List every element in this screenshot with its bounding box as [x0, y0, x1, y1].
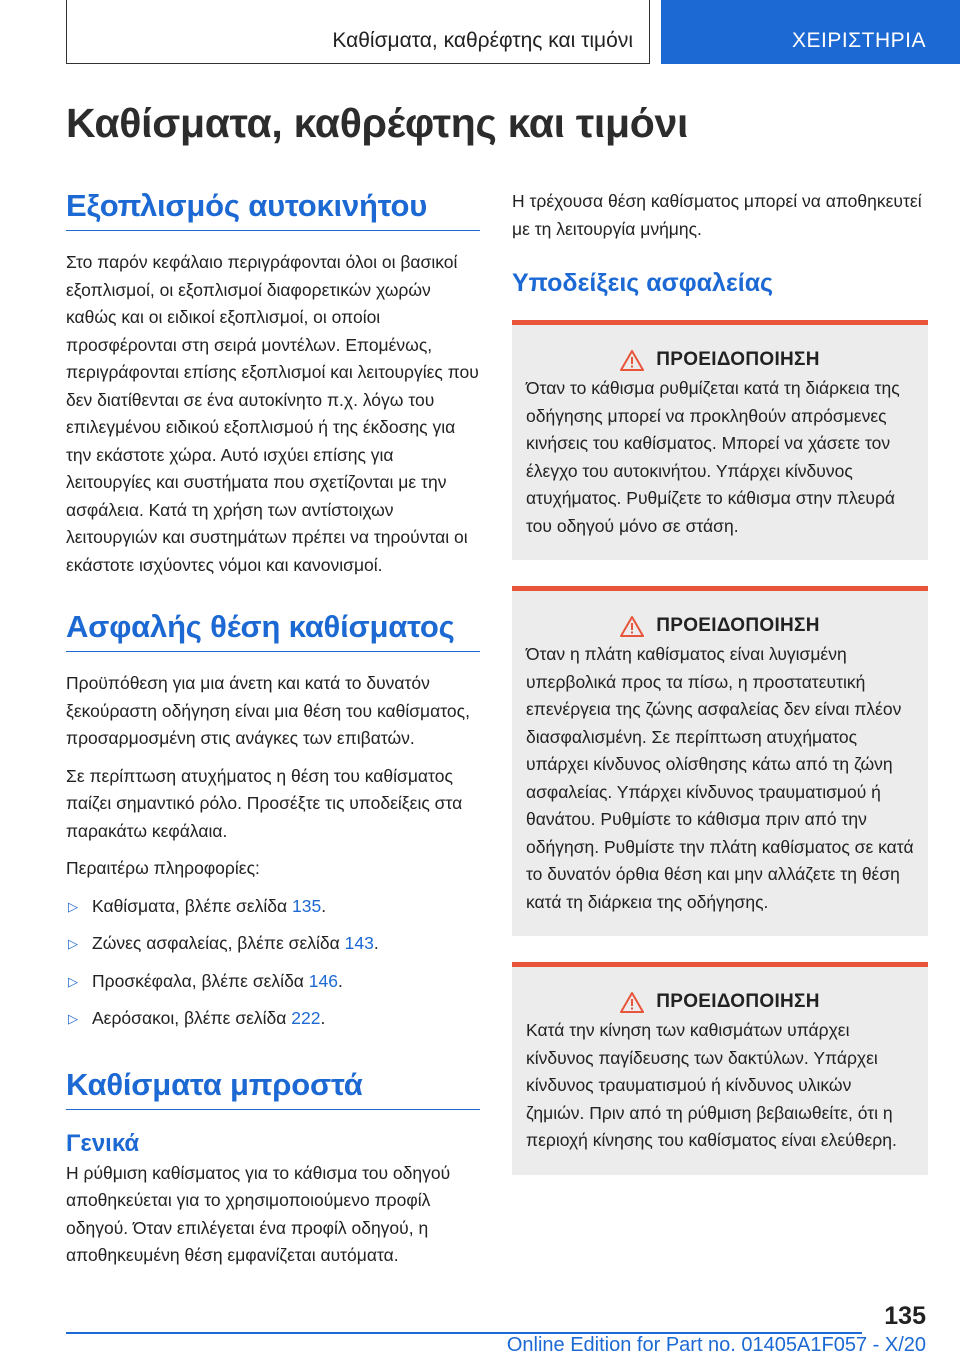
- warning-title: ΠΡΟΕΙΔΟΠΟΙΗΣΗ: [656, 349, 820, 370]
- page-number: 135: [884, 1302, 926, 1330]
- general-subheading: Γενικά: [66, 1129, 140, 1157]
- warning-title: ΠΡΟΕΙΔΟΠΟΙΗΣΗ: [656, 615, 820, 636]
- chapter-tab-label: ΧΕΙΡΙΣΤΗΡΙΑ: [791, 29, 926, 52]
- list-item: ▷ Προσκέφαλα, βλέπε σελίδα 146.: [66, 968, 480, 996]
- list-item: ▷ Αερόσακοι, βλέπε σελίδα 222.: [66, 1005, 480, 1033]
- warning-box: [512, 320, 928, 560]
- memory-intro-text: Η τρέχουσα θέση καθίσματος μπορεί να αποθηκευτεί με τη λειτουργία μνήμης.: [512, 191, 922, 239]
- safety-heading: Υποδείξεις ασφαλείας: [512, 269, 774, 297]
- seat-position-heading: Ασφαλής θέση καθίσματος: [66, 609, 480, 652]
- page-title: Καθίσματα, καθρέφτης και τιμόνι: [66, 100, 689, 146]
- chapter-tab[interactable]: [661, 0, 960, 64]
- warning-box: [512, 962, 928, 1175]
- warning-text: Όταν η πλάτη καθίσματος είναι λυγισμένη υπερβολικά προς τα πίσω, η προστατευτική επενέργεια της ζώνης ασφαλείας δεν είναι πλέον διασφαλισμένη. Σε περίπτωση ατυχήματος υπάρχει κίνδυνος ολίσθησης κάτω από τη ζώνη ασφαλείας. Υπάρχει κίνδυνος τραυματισμού ή θανάτου. Ρυθμίστε το κάθισμα πριν από την οδήγηση. Ρυθμίστε την πλάτη καθίσματος σε κατά το δυνατόν όρθια θέση και μην αλλάζετε τη θέση κατά τη διάρκεια της οδήγησης.: [526, 644, 914, 912]
- left-column: [66, 188, 480, 1270]
- triangle-bullet-icon: ▷: [68, 898, 78, 914]
- more-info-label: Περαιτέρω πληροφορίες:: [66, 858, 260, 878]
- right-column: [512, 188, 928, 1175]
- warning-text: Κατά την κίνηση των καθισμάτων υπάρχει κίνδυνος παγίδευσης των δακτύλων. Υπάρχει κίνδυνος τραυματισμού ή κίνδυνος υλικών ζημιών. Πριν από τη ρύθμιση βεβαιωθείτε, ότι η περιοχή κίνησης του καθίσματος είναι ελεύθερη.: [526, 1020, 897, 1150]
- front-seats-text: Η ρύθμιση καθίσματος για το κάθισμα του οδηγού αποθηκεύεται για το χρησιμοποιούμενο προφίλ οδηγού. Όταν επιλέγεται ένα προφίλ οδηγού, η αποθηκευμένη θέση εμφανίζεται αυτόματα.: [66, 1162, 451, 1265]
- page-link[interactable]: 222: [291, 1008, 321, 1028]
- header-section-box: [66, 0, 650, 64]
- seat-position-text-2: Σε περίπτωση ατυχήματος η θέση του καθίσματος παίζει σημαντικό ρόλο. Προσέξτε τις υποδείξεις στα παρακάτω κεφάλαια.: [66, 765, 463, 841]
- front-seats-heading: Καθίσματα μπροστά: [66, 1067, 480, 1110]
- seat-position-text-1: Προϋπόθεση για μια άνετη και κατά το δυνατόν ξεκούραστη οδήγηση είναι μια θέση του καθίσματος, προσαρμοσμένη στις ανάγκες των επιβατών.: [66, 673, 470, 748]
- list-item: ▷ Καθίσματα, βλέπε σελίδα 135.: [66, 893, 480, 921]
- warning-triangle-icon: [620, 991, 644, 1013]
- page-link[interactable]: 143: [344, 933, 374, 953]
- triangle-bullet-icon: ▷: [68, 936, 78, 951]
- page-link[interactable]: 135: [292, 895, 322, 916]
- triangle-bullet-icon: ▷: [68, 973, 78, 989]
- warning-triangle-icon: [620, 615, 644, 637]
- triangle-bullet-icon: ▷: [68, 1011, 78, 1026]
- warning-header: [526, 349, 914, 371]
- header-section-title: Καθίσματα, καθρέφτης και τιμόνι: [332, 29, 633, 52]
- warning-header: [526, 615, 914, 637]
- page-header: [0, 0, 960, 66]
- list-item: ▷ Ζώνες ασφαλείας, βλέπε σελίδα 143.: [66, 930, 480, 958]
- footer-edition-text: Online Edition for Part no. 01405A1F057 - X/20: [506, 1334, 926, 1356]
- equipment-heading: Εξοπλισμός αυτοκινήτου: [66, 188, 480, 231]
- warning-text: Όταν το κάθισμα ρυθμίζεται κατά τη διάρκεια της οδήγησης μπορεί να προκληθούν απρόσμενες κινήσεις του καθίσματος. Μπορεί να χάσετε τον έλεγχο του αυτοκινήτου. Υπάρχει κίνδυνος ατυχήματος. Ρυθμίζετε το κάθισμα στην πλευρά του οδηγού μόνο σε στάση.: [526, 378, 900, 536]
- warning-header: [526, 991, 914, 1013]
- warning-box: [512, 586, 928, 936]
- page-link[interactable]: 146: [308, 970, 338, 991]
- warning-title: ΠΡΟΕΙΔΟΠΟΙΗΣΗ: [656, 991, 820, 1012]
- warning-triangle-icon: [620, 349, 644, 371]
- equipment-text: Στο παρόν κεφάλαιο περιγράφονται όλοι οι βασικοί εξοπλισμοί, οι εξοπλισμοί διαφορετικών χωρών καθώς και οι ειδικοί εξοπλισμοί, οι οποίοι προσφέρονται στη σειρά μοντέλων. Επομένως, περιγράφονται επίσης εξοπλισμοί και λειτουργίες που δεν διατίθενται σε ένα αυτοκίνητο π.χ. λόγω του επιλεγμένου ειδικού εξοπλισμού ή της έκδοσης για την εκάστοτε χώρα. Αυτό ισχύει επίσης για λειτουργίες και συστήματα που σχετίζονται με την ασφάλεια. Κατά τη χρήση των αντίστοιχων λειτουργιών και συστημάτων πρέπει να τηρούνται οι εκάστοτε ισχύοντες νόμοι και κανονισμοί.: [66, 252, 479, 575]
